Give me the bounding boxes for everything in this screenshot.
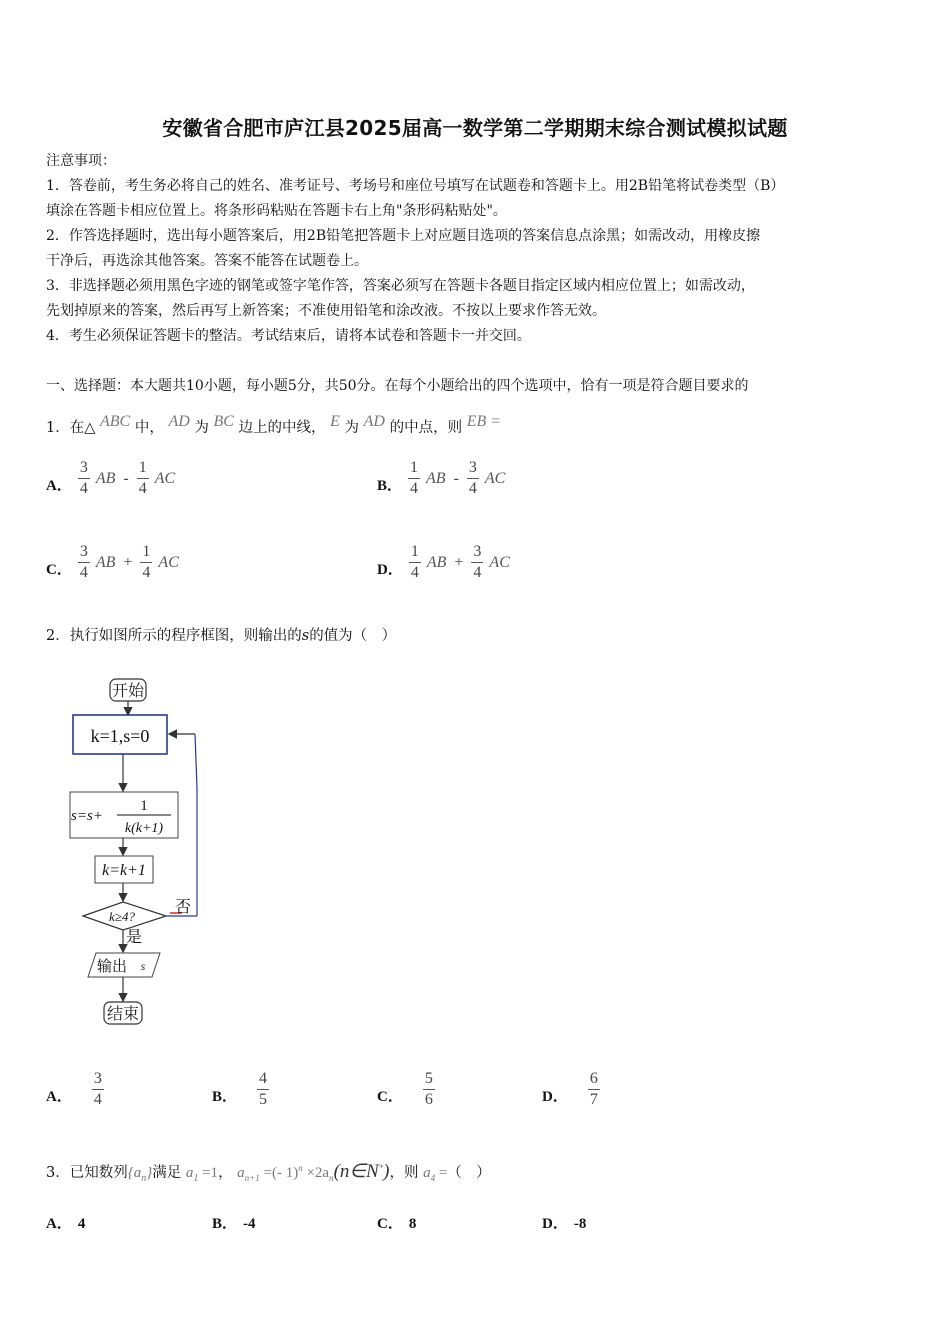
fraction: $\frac{1}{4}$ [410,459,419,497]
q1-option-a[interactable] [46,458,175,499]
option-label: A． [46,478,72,494]
stem-text: 的中点，则 [389,419,463,436]
vector: AB [426,553,447,571]
flow-start-label: 开始 [111,683,145,700]
stem-text: ，则 [389,1165,419,1181]
q2-option-d[interactable] [542,1069,600,1110]
math-seq: $\{a_n\}$ [127,1165,153,1184]
vector: AB [95,469,116,487]
page-title: 安徽省合肥市庐江县2025届高一数学第二学期期末综合测试模拟试题 [162,116,788,140]
q2-option-a[interactable] [46,1069,104,1110]
stem-text: 的值为（ ） [309,628,397,644]
notice-line: 3．非选择题必须用黑色字迹的钢笔或签字笔作答，答案必须写在答题卡各题目指定区域内相应位置上；如需改动， [46,278,755,294]
notice-line: 填涂在答题卡相应位置上。将条形码粘贴在答题卡右上角"条形码粘贴处"。 [46,203,507,219]
vector: AB [426,469,446,487]
question-1-stem [46,406,501,444]
math-eb: EB = [466,413,502,430]
fraction: $\frac{3}{4}$ [79,459,88,497]
flow-output-label: 输出 [96,959,128,975]
operator: - [123,469,129,487]
stem-text: 边上的中线， [238,419,326,436]
fraction: $\frac{3}{4}$ [93,1070,102,1108]
vector: AC [154,469,176,487]
q3-option-d[interactable]: D． -8 [542,1216,587,1232]
operator: + [123,553,133,571]
fraction: $\frac{3}{4}$ [79,543,88,581]
flow-end-label: 结束 [106,1006,140,1023]
fraction: $\frac{4}{5}$ [259,1070,268,1108]
question-number: 2． [46,628,70,644]
flow-init-label: k=1,s=0 [90,726,150,746]
option-label: D． [377,562,403,578]
fraction: $\frac{3}{4}$ [468,459,477,497]
question-3-stem [46,1152,491,1195]
fraction: $\frac{3}{4}$ [473,543,482,581]
vector: AC [484,469,506,487]
fraction: $\frac{1}{4}$ [138,459,147,497]
stem-text: 为 [344,419,360,436]
q2-option-c[interactable] [377,1069,435,1110]
math-recurrence: $a_{n+1}$ =(- $1)^n \times 2a_n(n\in N^*)$ [237,1161,390,1183]
option-label: C． [46,562,72,578]
q2-option-b[interactable] [212,1069,269,1110]
operator: + [454,553,464,571]
fraction: $\frac{6}{7}$ [589,1070,598,1108]
stem-text: 满足 [152,1165,182,1181]
q1-option-b[interactable] [377,458,505,499]
vector: AC [489,553,510,571]
option-label: B． [377,478,403,494]
flow-no-label: 否 [175,899,192,916]
math-abc: ABC [100,413,131,430]
notice-line: 2．作答选择题时，选出每小题答案后，用2B铅笔把答题卡上对应题目选项的答案信息点涂黑；如需改动，用橡皮擦 [46,228,761,244]
math-e: E [330,413,340,430]
fraction: $\frac{1}{4}$ [142,543,151,581]
stem-text: 执行如图所示的程序框图，则输出的 [69,628,302,644]
flowchart [60,672,230,1032]
vector: AC [158,553,179,571]
flow-yes-label: 是 [126,929,143,946]
stem-text: 为 [194,419,209,436]
q1-option-c[interactable] [46,542,179,583]
math-s: s [301,628,310,644]
math-ad: AD [363,413,385,430]
option-label: C． [377,1089,403,1105]
math-bc: BC [213,413,234,430]
flow-update-s-lhs: s=s+ [71,808,103,824]
question-number: 3． [46,1165,70,1181]
section-heading: 一、选择题：本大题共10小题，每小题5分，共50分。在每个小题给出的四个选项中，恰有一项是符合题目要求的 [46,378,749,394]
math-a1: $a_1 =1$ [185,1165,219,1184]
option-label: B． [212,1089,238,1105]
option-label: D． [542,1089,568,1105]
operator: - [453,469,459,487]
notice-line: 干净后，再选涂其他答案。答案不能答在试题卷上。 [46,253,368,269]
flow-update-s-num: 1 [140,798,148,814]
stem-text: 在△ [69,419,96,436]
q1-option-d[interactable] [377,542,510,583]
q3-option-c[interactable]: C． 8 [377,1216,417,1232]
flow-decision-label: k≥4? [109,909,135,924]
stem-text: 中， [134,419,164,436]
notice-line: 1．答卷前，考生务必将自己的姓名、准考证号、考场号和座位号填写在试题卷和答题卡上。用2B铅笔将试卷类型（B） [46,178,785,194]
stem-text: 已知数列 [69,1165,128,1181]
stem-text: （ ） [447,1165,491,1181]
flow-update-k-label: k=k+1 [102,862,146,879]
question-number: 1． [46,419,70,436]
fraction: $\frac{5}{6}$ [424,1070,433,1108]
flow-update-s-den: k(k+1) [124,821,164,836]
notice-heading: 注意事项： [46,153,116,169]
q3-option-b[interactable]: B． -4 [212,1216,256,1232]
math-ad: AD [168,413,190,430]
fraction: $\frac{1}{4}$ [410,543,419,581]
flow-output-var: s [140,959,146,973]
notice-line: 先划掉原来的答案，然后再写上新答案；不准使用铅笔和涂改液。不按以上要求作答无效。 [46,303,606,319]
option-label: A． [46,1089,72,1105]
vector: AB [95,553,116,571]
question-2-stem [46,624,396,645]
math-a4: $a_4$ = [423,1165,448,1183]
stem-text: ， [218,1165,233,1181]
q3-option-a[interactable]: A． 4 [46,1216,86,1232]
notice-line: 4．考生必须保证答题卡的整洁。考试结束后，请将本试卷和答题卡一并交回。 [46,328,531,344]
